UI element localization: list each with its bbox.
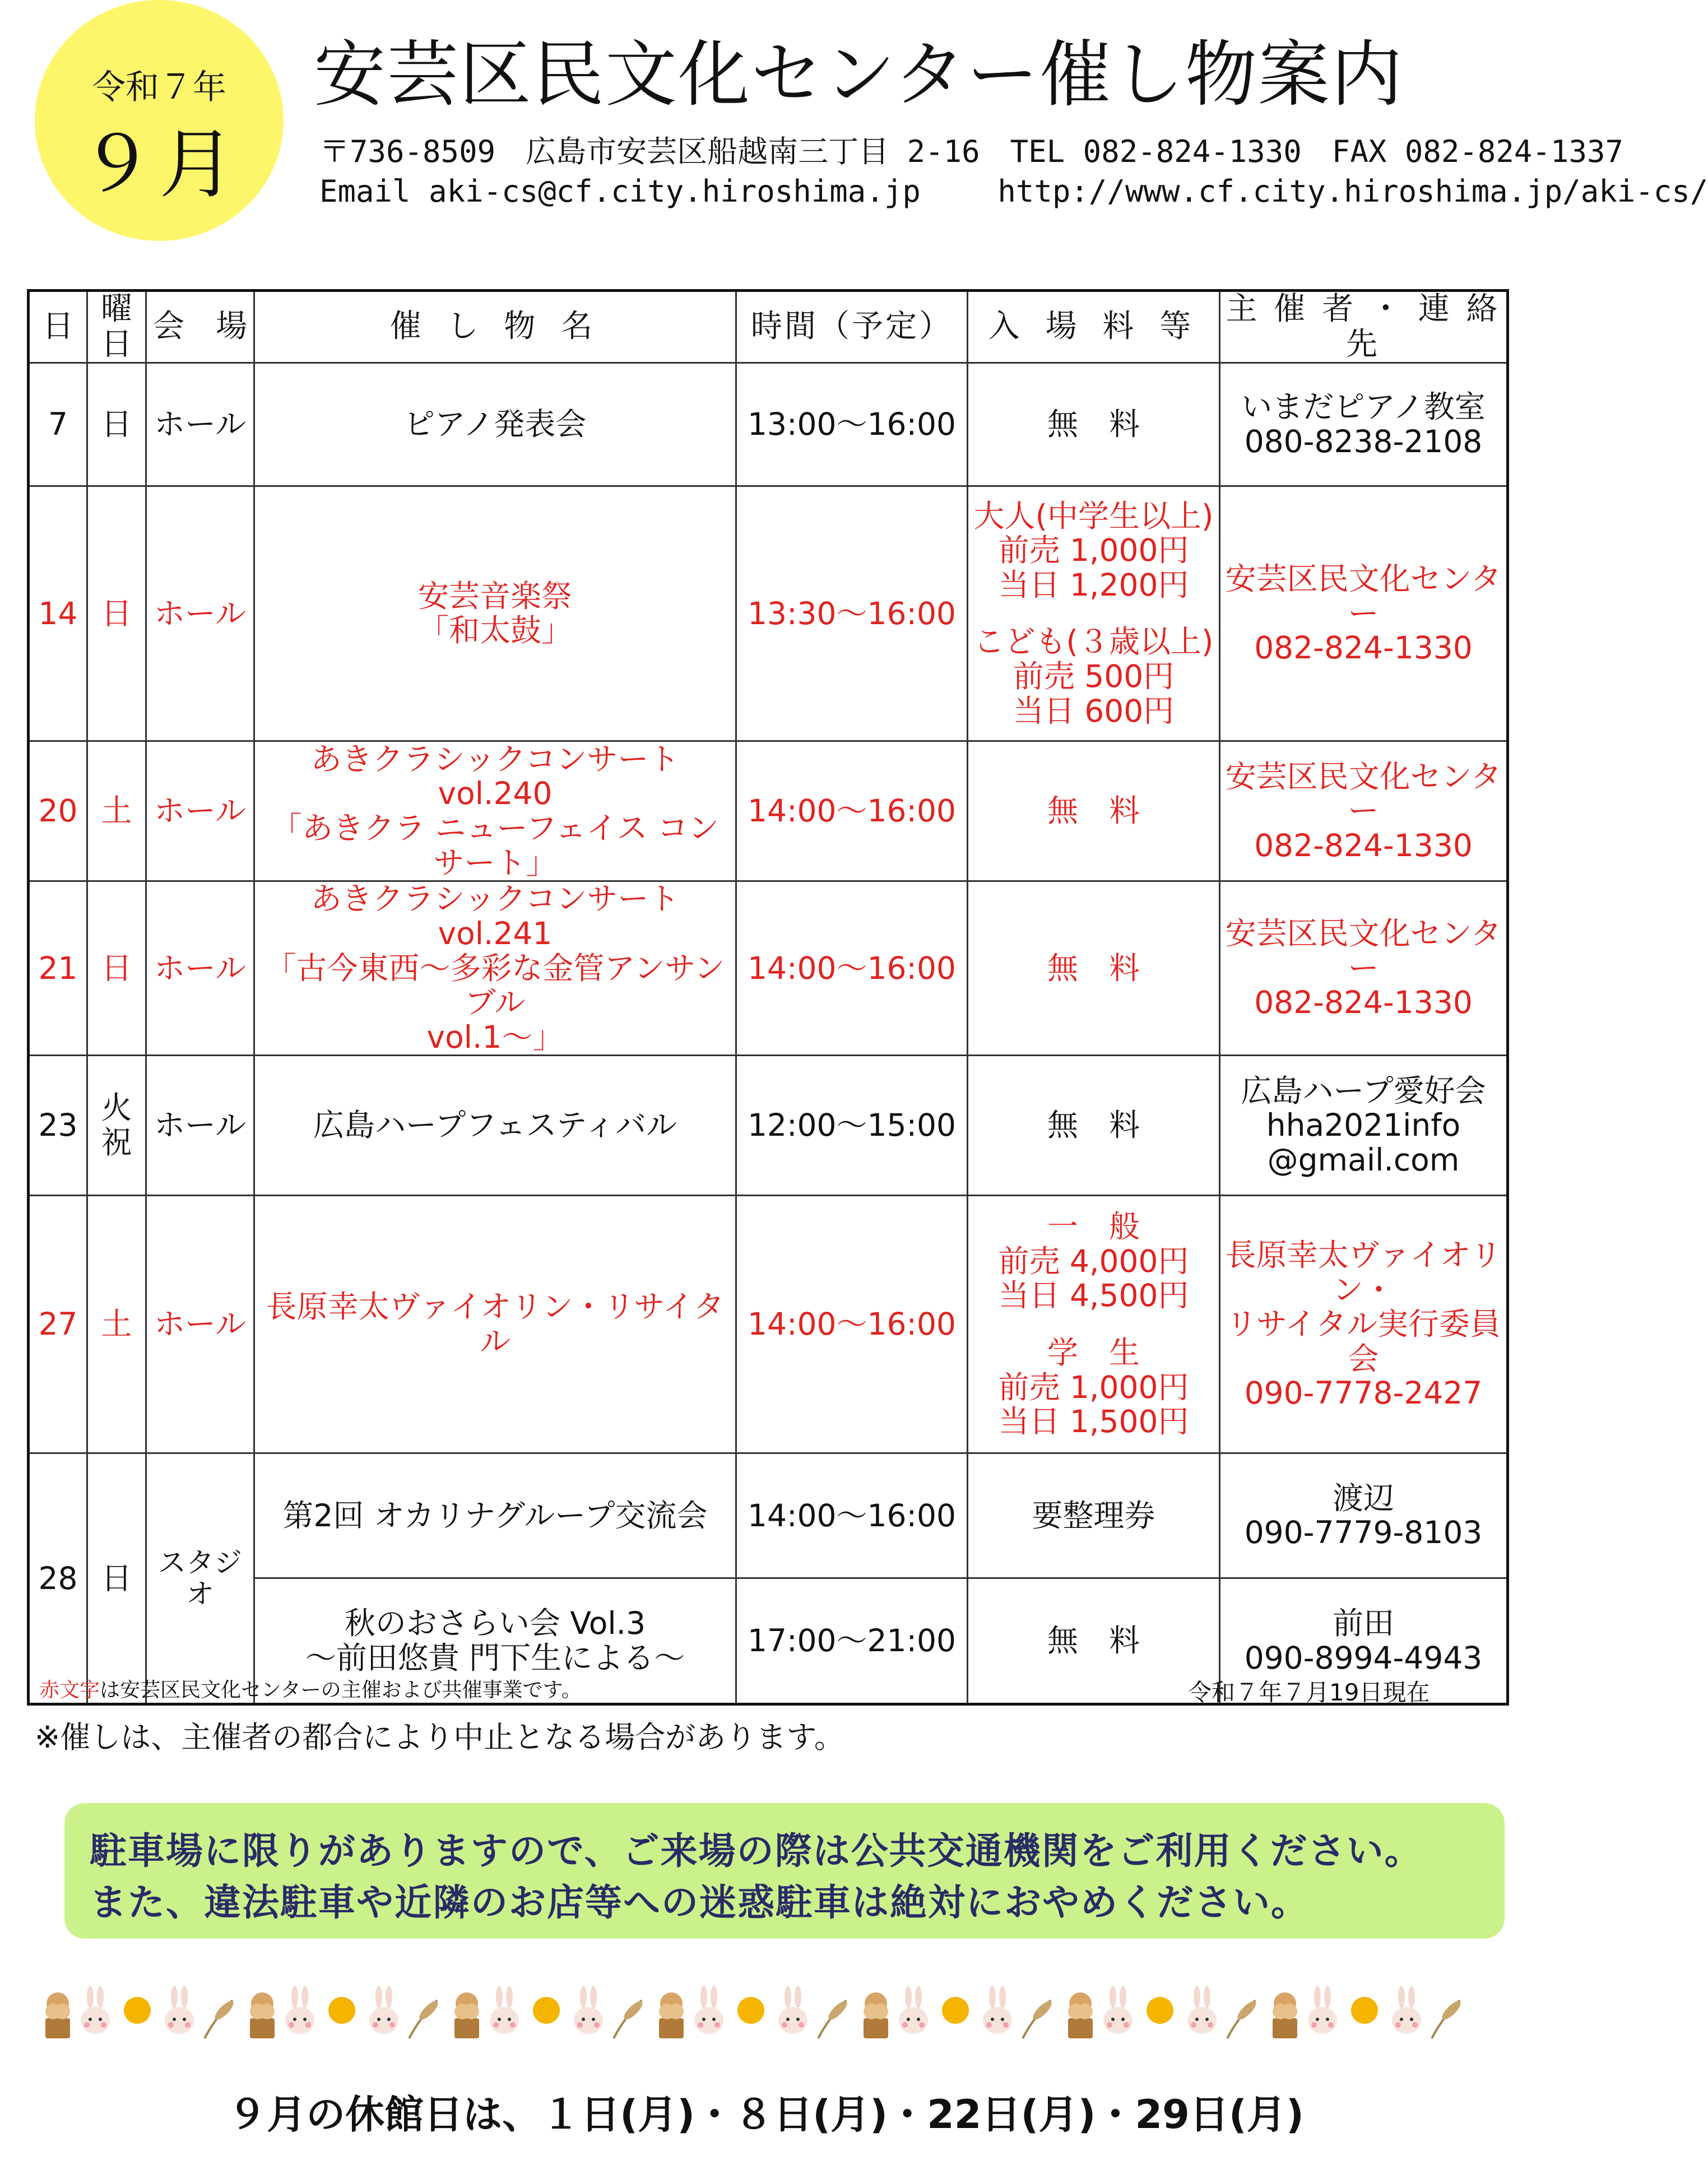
event-subtitle: 「古今東西～多彩な金管アンサンブル bbox=[265, 950, 725, 1021]
badge-month: ９月 bbox=[79, 120, 239, 208]
table-row bbox=[29, 1196, 1508, 1453]
autumn-decoration-border bbox=[42, 1983, 1499, 2045]
cell-event bbox=[254, 881, 736, 1056]
organizer-email: hha2021info bbox=[1266, 1107, 1461, 1144]
cell-event: 広島ハープフェスティバル bbox=[254, 1056, 736, 1196]
cell-fee: 無 料 bbox=[968, 1056, 1220, 1196]
cell-venue: ホール bbox=[146, 486, 254, 741]
closed-days: ９月の休館日は、１日(月)・８日(月)・22日(月)・29日(月) bbox=[228, 2092, 1304, 2138]
organizer-phone: 082-824-1330 bbox=[1254, 984, 1473, 1021]
moon-icon bbox=[124, 1997, 151, 2024]
fee-door: 当日 600円 bbox=[1013, 693, 1175, 729]
cell-time: 13:00～16:00 bbox=[736, 363, 968, 486]
header-organizer: 主 催 者 ・ 連 絡 先 bbox=[1220, 291, 1508, 363]
header-time: 時間（予定） bbox=[736, 291, 968, 363]
cell-fee: 無 料 bbox=[968, 741, 1220, 881]
cell-venue: ホール bbox=[146, 1196, 254, 1453]
organizer-name: リサイタル実行委員会 bbox=[1226, 1306, 1501, 1377]
header-day: 日 bbox=[29, 291, 87, 363]
cell-time: 14:00～16:00 bbox=[736, 1453, 968, 1578]
cell-time: 13:30～16:00 bbox=[736, 486, 968, 741]
event-subtitle: 「あきクラ ニューフェイス コンサート」 bbox=[271, 810, 719, 881]
cell-venue: ホール bbox=[146, 363, 254, 486]
organizer-name: 前田 bbox=[1332, 1605, 1394, 1642]
table-row bbox=[29, 1056, 1508, 1196]
cell-event bbox=[254, 741, 736, 881]
cell-venue: ホール bbox=[146, 1056, 254, 1196]
cell-day: 23 bbox=[29, 1056, 87, 1196]
cell-weekday: 日 bbox=[87, 881, 146, 1056]
fee-door: 当日 4,500円 bbox=[998, 1277, 1189, 1314]
cell-day: 14 bbox=[29, 486, 87, 741]
cell-weekday: 日 bbox=[87, 486, 146, 741]
cell-fee: 要整理券 bbox=[968, 1453, 1220, 1578]
cell-event: 第2回 オカリナグループ交流会 bbox=[254, 1453, 736, 1578]
cell-weekday: 土 bbox=[87, 1196, 146, 1453]
as-of-date: 令和７年７月19日現在 bbox=[1188, 1679, 1430, 1706]
cell-fee bbox=[968, 1196, 1220, 1453]
email-text: Email aki-cs@cf.city.hiroshima.jp bbox=[319, 174, 921, 209]
table-row bbox=[29, 881, 1508, 1056]
red-note-rest: は安芸区民文化センターの主催および共催事業です。 bbox=[100, 1679, 582, 1702]
cell-organizer bbox=[1220, 1453, 1508, 1578]
event-title: あきクラシックコンサート vol.241 bbox=[310, 881, 680, 952]
cell-venue: ホール bbox=[146, 741, 254, 881]
cell-day: 27 bbox=[29, 1196, 87, 1453]
organizer-name: 渡辺 bbox=[1332, 1480, 1394, 1516]
cell-day: 20 bbox=[29, 741, 87, 881]
header-event: 催 し 物 名 bbox=[254, 291, 736, 363]
header-weekday: 曜日 bbox=[87, 291, 146, 363]
cell-day: 28 bbox=[29, 1453, 87, 1704]
table-row bbox=[29, 1453, 1508, 1578]
tsukimi-dango-icon bbox=[45, 1992, 70, 2038]
weekday-label: 火 bbox=[101, 1090, 132, 1126]
cell-time: 17:00～21:00 bbox=[736, 1578, 968, 1704]
contact-line bbox=[319, 174, 1708, 209]
website-link[interactable]: http://www.cf.city.hiroshima.jp/aki-cs/ bbox=[997, 174, 1708, 209]
event-subtitle: ～前田悠貴 門下生による～ bbox=[305, 1639, 685, 1676]
cell-weekday: 日 bbox=[87, 363, 146, 486]
cell-event bbox=[254, 486, 736, 741]
fee-advance: 前売 4,000円 bbox=[998, 1243, 1189, 1279]
parking-line-1: 駐車場に限りがありますので、ご来場の際は公共交通機関をご利用ください。 bbox=[90, 1829, 1423, 1873]
cell-weekday: 日 bbox=[87, 1453, 146, 1704]
cancellation-notice: ※催しは、主催者の都合により中止となる場合があります。 bbox=[35, 1720, 844, 1755]
cell-venue: スタジオ bbox=[146, 1453, 254, 1704]
rabbit-icon bbox=[165, 1986, 194, 2034]
cell-weekday bbox=[87, 1056, 146, 1196]
organizer-name: 安芸区民文化センター bbox=[1225, 758, 1502, 829]
address-line: 〒736-8509 広島市安芸区船越南三丁目 2-16 TEL 082-824-1330 FAX 082-824-1337 bbox=[319, 134, 1623, 169]
month-badge bbox=[35, 0, 284, 241]
table-row bbox=[29, 363, 1508, 486]
badge-year: 令和７年 bbox=[92, 68, 226, 107]
organizer-phone: 090-7779-8103 bbox=[1244, 1514, 1483, 1551]
red-text-note bbox=[39, 1674, 582, 1703]
fee-door: 当日 1,500円 bbox=[998, 1404, 1189, 1440]
organizer-email: @gmail.com bbox=[1267, 1141, 1460, 1178]
cell-fee: 無 料 bbox=[968, 1578, 1220, 1704]
organizer-name: 広島ハープ愛好会 bbox=[1241, 1072, 1486, 1109]
cell-time: 14:00～16:00 bbox=[736, 1196, 968, 1453]
table-row bbox=[29, 741, 1508, 881]
organizer-phone: 082-824-1330 bbox=[1254, 630, 1473, 666]
organizer-name: 長原幸太ヴァイオリン・ bbox=[1225, 1237, 1502, 1308]
fee-category: 学 生 bbox=[1047, 1334, 1140, 1370]
fee-door: 当日 1,200円 bbox=[998, 566, 1189, 603]
cell-fee: 無 料 bbox=[968, 881, 1220, 1056]
cell-organizer bbox=[1220, 741, 1508, 881]
event-subtitle: vol.1～」 bbox=[426, 1019, 564, 1055]
event-title: 安芸音楽祭 bbox=[417, 578, 572, 614]
organizer-phone: 080-8238-2108 bbox=[1244, 423, 1483, 459]
organizer-name: 安芸区民文化センター bbox=[1225, 561, 1502, 631]
table-header-row bbox=[29, 291, 1508, 363]
fee-advance: 前売 1,000円 bbox=[998, 532, 1189, 569]
cell-organizer bbox=[1220, 363, 1508, 486]
fee-category: こども(３歳以上) bbox=[973, 624, 1214, 660]
event-subtitle: 「和太鼓」 bbox=[417, 612, 572, 649]
fee-category: 大人(中学生以上) bbox=[973, 498, 1214, 534]
rabbit-icon bbox=[81, 1986, 110, 2034]
cell-weekday: 土 bbox=[87, 741, 146, 881]
organizer-name: いまだピアノ教室 bbox=[1241, 389, 1486, 425]
fee-advance: 前売 500円 bbox=[1013, 658, 1175, 695]
page-title: 安芸区民文化センター催し物案内 bbox=[314, 33, 1404, 117]
event-schedule-table bbox=[27, 289, 1509, 1706]
event-title: あきクラシックコンサート vol.240 bbox=[310, 741, 680, 812]
cell-organizer bbox=[1220, 1196, 1508, 1453]
cell-time: 14:00～16:00 bbox=[736, 881, 968, 1056]
cell-day: 7 bbox=[29, 363, 87, 486]
header-venue: 会 場 bbox=[146, 291, 254, 363]
cell-fee bbox=[968, 486, 1220, 741]
holiday-label: 祝 bbox=[101, 1124, 132, 1160]
cell-organizer bbox=[1220, 1056, 1508, 1196]
cell-organizer bbox=[1220, 486, 1508, 741]
organizer-name: 安芸区民文化センター bbox=[1225, 916, 1502, 986]
parking-notice bbox=[64, 1803, 1505, 1939]
pampas-grass-icon bbox=[205, 1999, 236, 2038]
parking-line-2: また、違法駐車や近隣のお店等への迷惑駐車は絶対におやめください。 bbox=[90, 1881, 1309, 1924]
header-fee: 入 場 料 等 bbox=[968, 291, 1220, 363]
event-title: 秋のおさらい会 Vol.3 bbox=[344, 1605, 646, 1642]
fee-advance: 前売 1,000円 bbox=[998, 1369, 1189, 1405]
organizer-phone: 090-7778-2427 bbox=[1244, 1375, 1483, 1411]
cell-event: 長原幸太ヴァイオリン・リサイタル bbox=[254, 1196, 736, 1453]
cell-fee: 無 料 bbox=[968, 363, 1220, 486]
red-word: 赤文字 bbox=[39, 1679, 100, 1702]
cell-time: 14:00～16:00 bbox=[736, 741, 968, 881]
fee-category: 一 般 bbox=[1047, 1209, 1140, 1245]
cell-venue: ホール bbox=[146, 881, 254, 1056]
cell-organizer bbox=[1220, 881, 1508, 1056]
cell-day: 21 bbox=[29, 881, 87, 1056]
organizer-phone: 082-824-1330 bbox=[1254, 827, 1473, 863]
cell-time: 12:00～15:00 bbox=[736, 1056, 968, 1196]
table-row bbox=[29, 486, 1508, 741]
cell-event: ピアノ発表会 bbox=[254, 363, 736, 486]
organizer-phone: 090-8994-4943 bbox=[1244, 1639, 1483, 1676]
